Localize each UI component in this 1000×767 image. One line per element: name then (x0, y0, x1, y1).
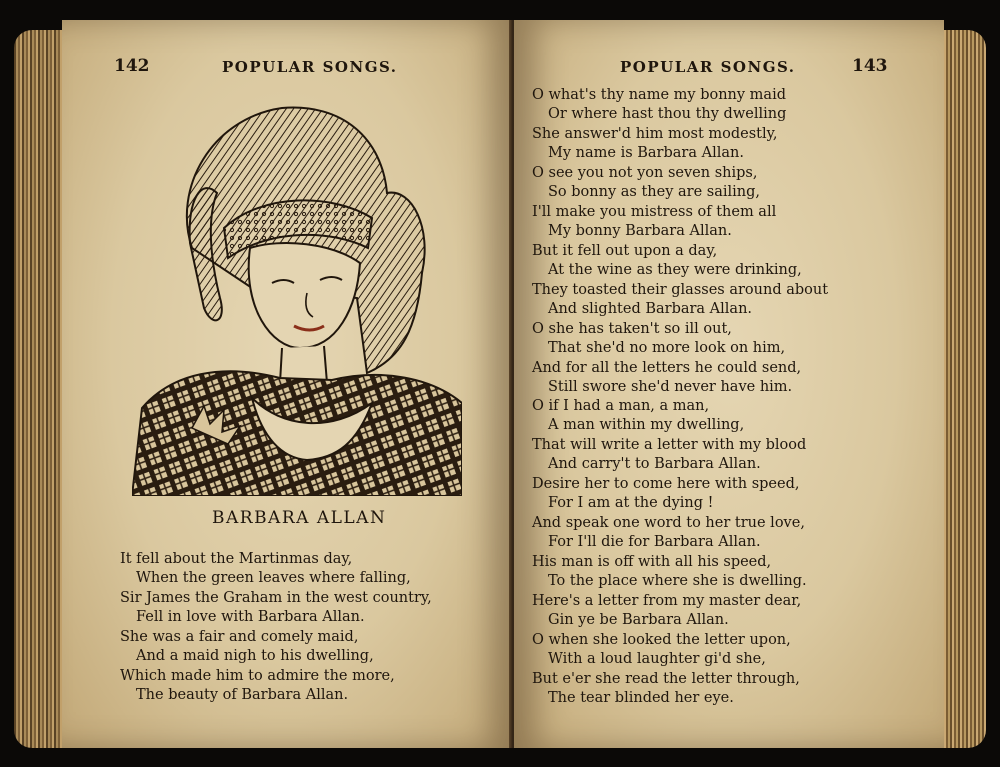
verse-line: To the place where she is dwelling. (548, 573, 807, 590)
verse-line: So bonny as they are sailing, (548, 184, 760, 201)
verse-line: The tear blinded her eye. (548, 690, 734, 707)
verse-line: And for all the letters he could send, (532, 359, 802, 376)
verse-line: Which made him to admire the more, (120, 667, 395, 684)
right-page (514, 20, 944, 748)
verse-line: She was a fair and comely maid, (120, 629, 359, 645)
verse-line: They toasted their glasses around about (532, 281, 829, 298)
stanza (532, 631, 800, 709)
verse-line: My bonny Barbara Allan. (548, 223, 732, 240)
verse-line: O if I had a man, a man, (532, 398, 710, 414)
verse-line: With a loud laughter gi'd she, (548, 651, 766, 668)
verse-line: At the wine as they were drinking, (548, 262, 802, 279)
stanza (532, 320, 801, 398)
verse-line: My name is Barbara Allan. (548, 145, 744, 162)
page-number-left: 142 (114, 56, 150, 76)
book-page-edges-right (940, 30, 986, 748)
stanza (120, 628, 395, 706)
verse-line: O see you not yon seven ships, (532, 165, 758, 181)
verse-line: That will write a letter with my blood (532, 436, 807, 453)
woman-portrait-engraving (132, 98, 462, 496)
verse-line: And a maid nigh to his dwelling, (136, 648, 374, 665)
verse-line: And slighted Barbara Allan. (548, 301, 753, 318)
stanza (532, 86, 786, 164)
running-head-right: POPULAR SONGS. (620, 58, 796, 76)
verse-line: She answer'd him most modestly, (532, 125, 778, 142)
verse-line: For I'll die for Barbara Allan. (548, 534, 761, 551)
verse-line: O what's thy name my bonny maid (532, 87, 786, 103)
verse-line: It fell about the Martinmas day, (120, 551, 353, 567)
verse-line: I'll make you mistress of them all (532, 203, 777, 220)
verse-line: The beauty of Barbara Allan. (136, 687, 349, 704)
verse-line: Gin ye be Barbara Allan. (548, 612, 729, 629)
verse-line: Or where hast thou thy dwelling (548, 106, 787, 123)
left-page (62, 20, 512, 748)
verse-line: His man is off with all his speed, (532, 554, 772, 570)
verse-line: Fell in love with Barbara Allan. (136, 609, 365, 626)
page-number-right: 143 (852, 56, 888, 76)
verse-line: That she'd no more look on him, (548, 340, 786, 357)
open-book (14, 16, 986, 756)
verse-line: And carry't to Barbara Allan. (548, 456, 761, 473)
verse-line: O she has taken't so ill out, (532, 321, 732, 337)
stanza (532, 164, 776, 242)
verse-line: But e'er she read the letter through, (532, 670, 800, 687)
verse-line: O when she looked the letter upon, (532, 632, 791, 648)
stanza (532, 475, 805, 553)
stanza (532, 397, 806, 475)
verse-line: Sir James the Graham in the west country, (120, 589, 432, 606)
verse-line: But it fell out upon a day, (532, 243, 718, 259)
verse-line: Desire her to come here with speed, (532, 476, 800, 492)
running-head-left: POPULAR SONGS. (222, 58, 398, 76)
verse-line: And speak one word to her true love, (532, 514, 805, 531)
verse-line: When the green leaves where falling, (136, 570, 411, 587)
stanza (532, 242, 828, 320)
stanza (120, 550, 432, 628)
verse-line: A man within my dwelling, (548, 417, 745, 434)
verse-line: Still swore she'd never have him. (548, 379, 793, 396)
verse-line: For I am at the dying ! (548, 495, 714, 512)
stanza (532, 553, 807, 631)
song-title: BARBARA ALLAN (212, 508, 387, 528)
verse-line: Here's a letter from my master dear, (532, 592, 802, 609)
